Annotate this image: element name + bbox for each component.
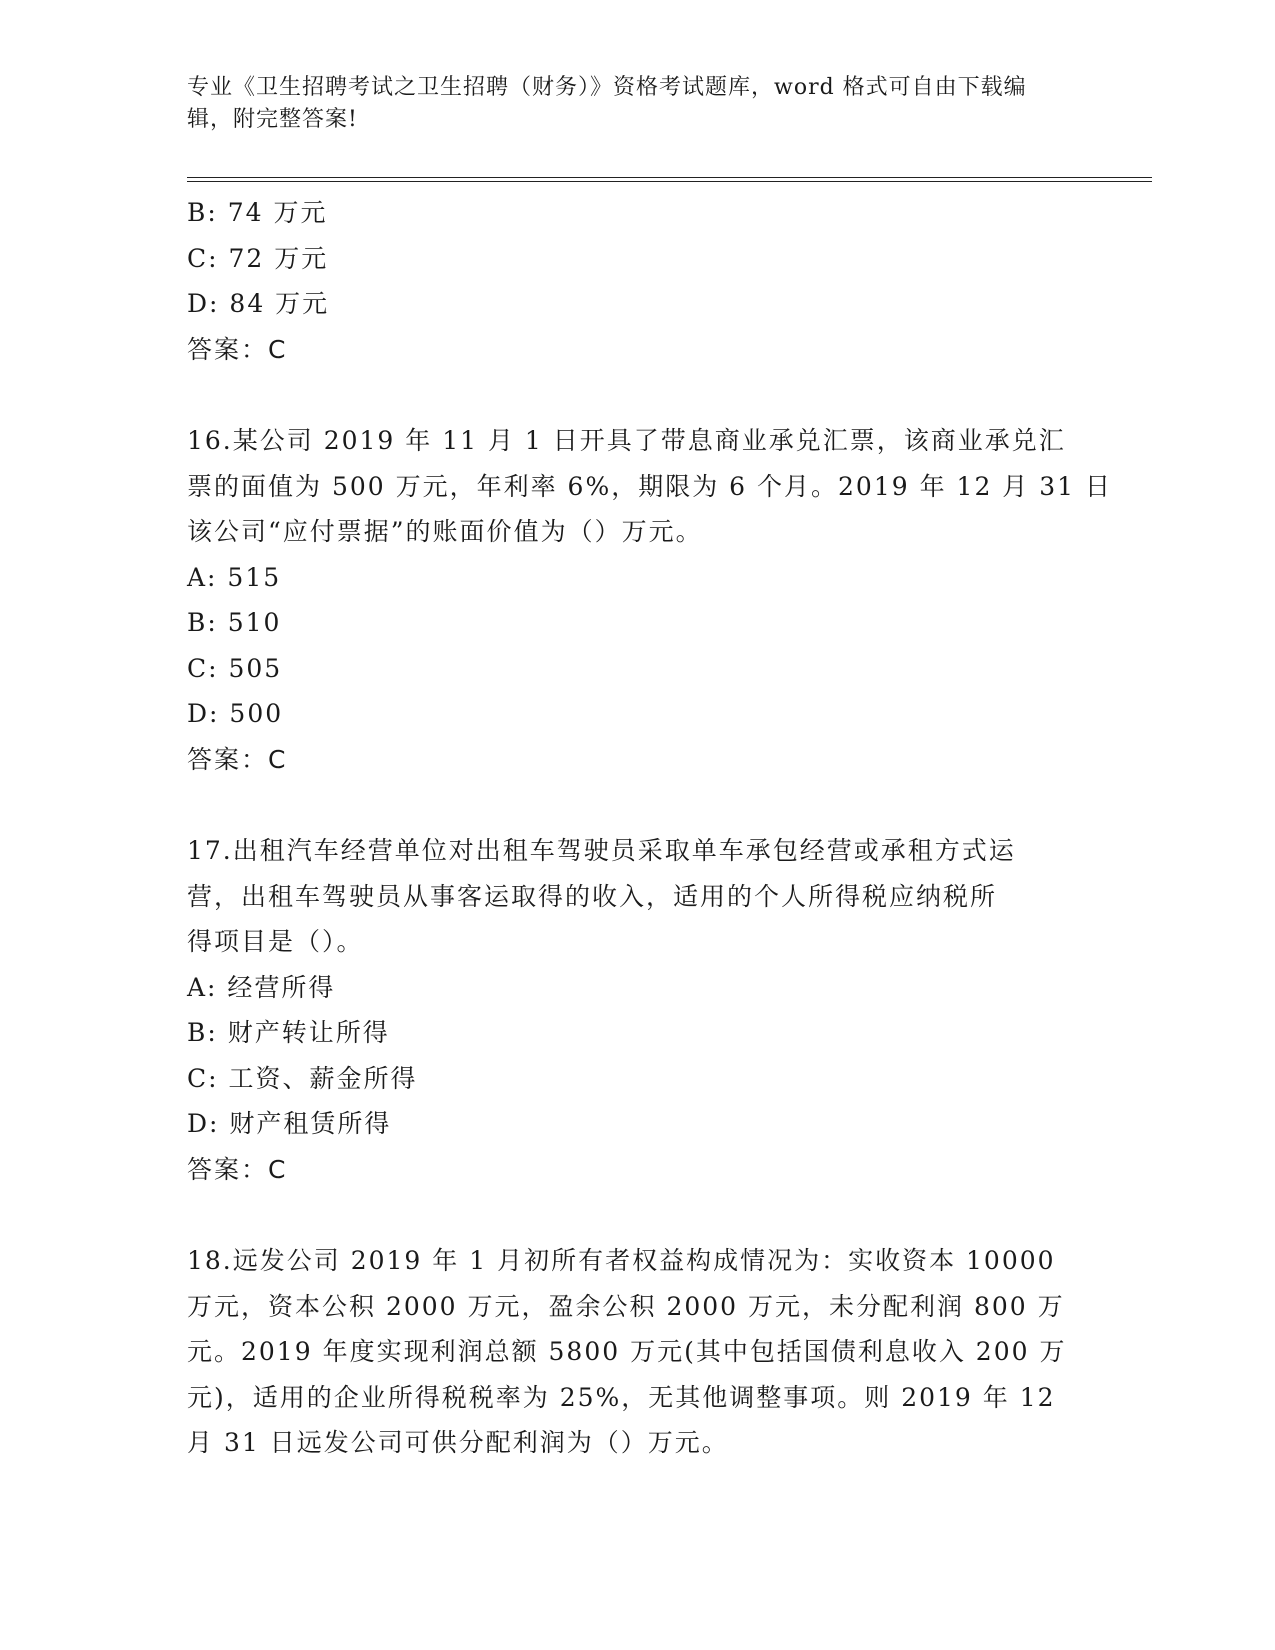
prev-question-block <box>187 190 1067 372</box>
option-c: C: 72 万元 <box>187 243 329 273</box>
option-c: C: 505 <box>187 653 283 683</box>
question-text-line: 得项目是（）。 <box>187 927 364 956</box>
answer-line: 答案：C <box>187 744 288 774</box>
question-content <box>187 190 1112 1466</box>
question-text-line: 元)，适用的企业所得税税率为 25%，无其他调整事项。则 2019 年 12 <box>187 1382 1056 1412</box>
header-rule-bottom <box>187 181 1152 182</box>
option-b: B: 74 万元 <box>187 198 328 227</box>
question-17 <box>187 828 1067 1192</box>
question-18 <box>187 1238 1067 1466</box>
question-text-line: 票的面值为 500 万元，年利率 6%，期限为 6 个月。2019 年 12 月 31 日 <box>187 471 1112 501</box>
question-text-line: 月 31 日远发公司可供分配利润为（）万元。 <box>187 1428 729 1457</box>
question-text-line: 16.某公司 2019 年 11 月 1 日开具了带息商业承兑汇票，该商业承兑汇 <box>187 426 1066 455</box>
answer-line: 答案：C <box>187 1154 288 1184</box>
option-d: D: 84 万元 <box>187 289 330 318</box>
question-text-line: 万元，资本公积 2000 万元，盈余公积 2000 万元，未分配利润 800 万 <box>187 1291 1065 1321</box>
option-b: B: 510 <box>187 608 282 637</box>
question-text-line: 18.远发公司 2019 年 1 月初所有者权益构成情况为：实收资本 10000 <box>187 1246 1056 1275</box>
option-a: A: 515 <box>187 562 282 592</box>
option-d: D: 财产租赁所得 <box>187 1109 392 1138</box>
answer-line: 答案：C <box>187 334 288 364</box>
document-header: 专业《卫生招聘考试之卫生招聘（财务）》资格考试题库，word 格式可自由下载编辑，附完整答案! <box>187 75 1027 132</box>
question-text-line: 17.出租汽车经营单位对出租车驾驶员采取单车承包经营或承租方式运 <box>187 836 1016 865</box>
question-16 <box>187 418 1112 782</box>
question-text-line: 该公司“应付票据”的账面价值为（）万元。 <box>187 517 703 546</box>
question-text-line: 元。2019 年度实现利润总额 5800 万元(其中包括国债利息收入 200 万 <box>187 1337 1067 1366</box>
option-c: C: 工资、薪金所得 <box>187 1063 418 1093</box>
option-a: A: 经营所得 <box>187 972 336 1002</box>
question-text-line: 营，出租车驾驶员从事客运取得的收入，适用的个人所得税应纳税所 <box>187 881 998 911</box>
option-b: B: 财产转让所得 <box>187 1018 390 1047</box>
header-rule-top <box>187 177 1152 178</box>
option-d: D: 500 <box>187 699 284 728</box>
